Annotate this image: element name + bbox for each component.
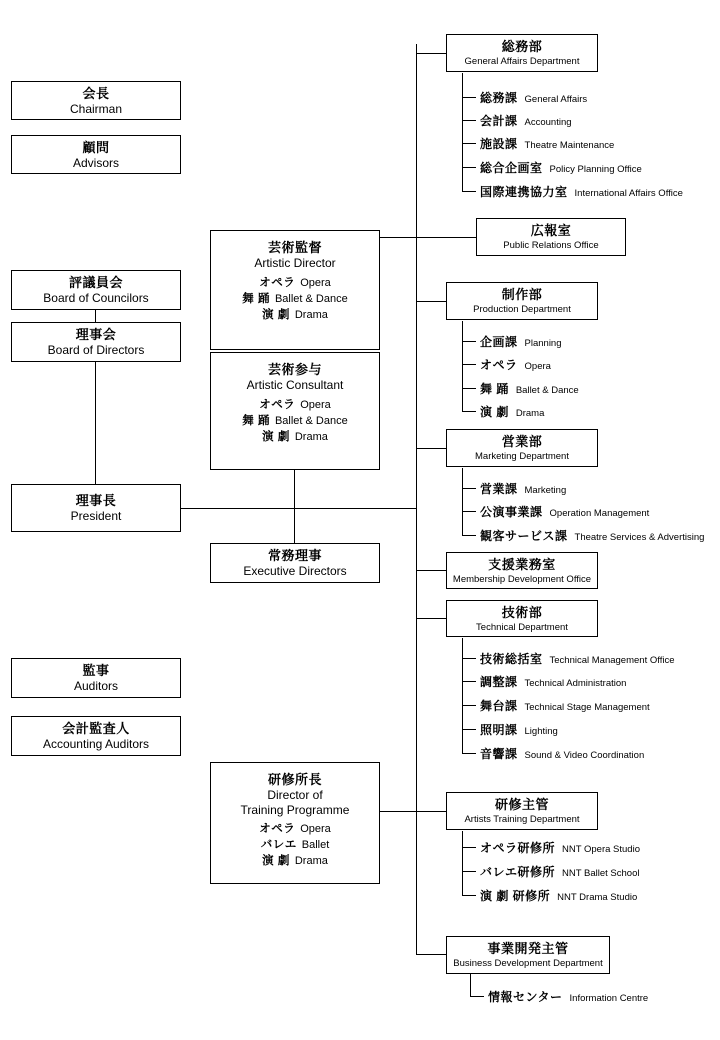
artistic-director-discipline-drama-jp: 演 劇 <box>262 309 290 321</box>
training-discipline-drama <box>262 853 328 869</box>
leaf-operation-management[interactable] <box>478 503 649 520</box>
leaf-policy-planning-office-en: Policy Planning Office <box>549 164 642 175</box>
artistic-consultant-discipline-ballet-jp: 舞 踊 <box>242 415 270 427</box>
child-stub-general-affairs-5 <box>462 191 476 192</box>
box-public-relations-office-en: Public Relations Office <box>503 240 599 251</box>
box-artistic-consultant[interactable] <box>210 352 380 470</box>
box-membership-development-office-en: Membership Development Office <box>452 573 592 585</box>
training-discipline-opera <box>259 821 331 837</box>
box-board-of-directors-jp: 理事会 <box>75 327 117 342</box>
box-artistic-consultant-en: Artistic Consultant <box>246 378 344 392</box>
stub-technical <box>416 618 446 619</box>
child-stub-artists-training-1 <box>462 847 476 848</box>
box-production-department-jp: 制作部 <box>501 287 543 302</box>
box-executive-directors-en: Executive Directors <box>243 564 347 578</box>
box-membership-development-office-jp: 支援業務室 <box>488 556 556 572</box>
child-stub-marketing-1 <box>462 488 476 489</box>
connector-artistic-director-trunk <box>379 237 416 238</box>
box-artistic-director-en: Artistic Director <box>254 256 336 270</box>
leaf-general-affairs[interactable] <box>478 89 587 106</box>
leaf-accounting[interactable] <box>478 112 572 129</box>
box-training-programme-director-en1: Director of <box>267 788 323 802</box>
leaf-drama[interactable] <box>478 403 544 420</box>
box-auditors-en: Auditors <box>73 679 119 693</box>
leaf-opera-jp: オペラ <box>480 358 518 372</box>
box-artists-training-department[interactable] <box>446 792 598 830</box>
leaf-theatre-maintenance[interactable] <box>478 135 614 152</box>
artistic-consultant-discipline-opera-jp: オペラ <box>259 399 296 411</box>
box-president-jp: 理事長 <box>75 493 117 508</box>
box-president-en: President <box>70 509 122 523</box>
child-stub-general-affairs-4 <box>462 167 476 168</box>
stub-membership <box>416 570 446 571</box>
leaf-ballet-dance-jp: 舞 踊 <box>480 382 509 396</box>
leaf-nnt-opera-studio-jp: オペラ研修所 <box>480 841 556 855</box>
leaf-international-affairs-office-en: International Affairs Office <box>574 188 683 199</box>
box-artistic-consultant-jp: 芸術参与 <box>267 362 322 377</box>
box-artists-training-department-jp: 研修主管 <box>494 797 549 812</box>
leaf-theatre-services-advertising-en: Theatre Services & Advertising <box>574 532 705 543</box>
leaf-technical-stage-management[interactable] <box>478 697 650 714</box>
box-auditors[interactable] <box>11 658 181 698</box>
child-stub-production-3 <box>462 388 476 389</box>
child-stub-technical-1 <box>462 658 476 659</box>
box-board-of-directors[interactable] <box>11 322 181 362</box>
box-marketing-department-en: Marketing Department <box>475 451 569 462</box>
artistic-consultant-discipline-drama-jp: 演 劇 <box>262 431 290 443</box>
leaf-technical-administration-en: Technical Administration <box>524 678 627 689</box>
box-technical-department-jp: 技術部 <box>501 604 543 620</box>
artistic-director-discipline-ballet-en: Ballet & Dance <box>274 293 348 305</box>
artistic-consultant-discipline-ballet-en: Ballet & Dance <box>274 415 348 427</box>
leaf-technical-stage-management-en: Technical Stage Management <box>524 702 650 713</box>
child-stub-marketing-2 <box>462 511 476 512</box>
artistic-director-discipline-drama-en: Drama <box>294 309 328 321</box>
box-business-development-department[interactable] <box>446 936 610 974</box>
box-business-development-department-en: Business Development Department <box>453 958 603 969</box>
child-stub-production-4 <box>462 411 476 412</box>
box-artists-training-department-en: Artists Training Department <box>464 814 580 825</box>
leaf-sound-video-coordination[interactable] <box>478 745 644 762</box>
box-executive-directors-jp: 常務理事 <box>267 548 322 563</box>
child-stub-technical-4 <box>462 729 476 730</box>
training-discipline-ballet <box>261 837 330 853</box>
connector-executive-spine <box>294 508 295 543</box>
connector-councilors-directors <box>95 310 96 322</box>
main-trunk <box>416 44 417 954</box>
box-membership-development-office[interactable] <box>446 552 598 589</box>
leaf-theatre-maintenance-en: Theatre Maintenance <box>524 140 615 151</box>
leaf-marketing[interactable] <box>478 480 566 497</box>
artistic-consultant-discipline-opera-en: Opera <box>300 399 331 411</box>
box-general-affairs-department-en: General Affairs Department <box>464 56 580 67</box>
training-discipline-ballet-jp: バレエ <box>260 839 297 851</box>
leaf-sound-video-coordination-jp: 音響課 <box>480 747 518 761</box>
child-stub-general-affairs-1 <box>462 97 476 98</box>
leaf-accounting-jp: 会計課 <box>480 114 518 128</box>
training-discipline-opera-en: Opera <box>300 823 331 835</box>
leaf-operation-management-jp: 公演事業課 <box>480 505 543 519</box>
box-board-of-councilors-jp: 評議員会 <box>68 275 123 290</box>
box-chairman-en: Chairman <box>69 101 123 116</box>
artistic-director-discipline-ballet-jp: 舞 踊 <box>242 293 270 305</box>
artistic-consultant-discipline-drama-en: Drama <box>294 431 328 443</box>
child-stub-production-1 <box>462 341 476 342</box>
box-advisors-en: Advisors <box>72 155 119 170</box>
box-auditors-jp: 監事 <box>82 663 110 678</box>
child-stub-marketing-3 <box>462 535 476 536</box>
leaf-opera-en: Opera <box>524 361 551 372</box>
stub-business-development <box>416 954 446 955</box>
leaf-planning-jp: 企画課 <box>480 335 518 349</box>
box-training-programme-director-en2: Training Programme <box>240 803 350 817</box>
leaf-nnt-drama-studio-jp: 演 劇 研修所 <box>480 889 551 903</box>
box-board-of-councilors-en: Board of Councilors <box>43 291 149 305</box>
leaf-nnt-ballet-school-en: NNT Ballet School <box>562 868 640 879</box>
stub-marketing <box>416 448 446 449</box>
leaf-ballet-dance-en: Ballet & Dance <box>515 385 579 396</box>
leaf-international-affairs-office[interactable] <box>478 183 683 200</box>
box-chairman[interactable] <box>11 81 181 120</box>
artistic-consultant-discipline-drama <box>262 429 328 445</box>
leaf-policy-planning-office[interactable] <box>478 159 642 176</box>
leaf-information-centre-jp: 情報センター <box>488 990 563 1004</box>
child-stub-technical-2 <box>462 681 476 682</box>
artistic-director-discipline-opera <box>259 275 331 291</box>
leaf-lighting[interactable] <box>478 721 558 738</box>
artistic-director-discipline-opera-en: Opera <box>300 277 331 289</box>
leaf-information-centre-en: Information Centre <box>569 993 649 1004</box>
connector-president-spine <box>180 508 416 509</box>
child-spine-marketing <box>462 468 463 535</box>
leaf-information-centre[interactable] <box>486 988 648 1005</box>
leaf-general-affairs-jp: 総務課 <box>480 91 518 105</box>
child-stub-artists-training-3 <box>462 895 476 896</box>
child-stub-production-2 <box>462 364 476 365</box>
leaf-policy-planning-office-jp: 総合企画室 <box>480 161 543 175</box>
artistic-director-discipline-ballet <box>242 291 347 307</box>
box-production-department-en: Production Department <box>473 304 571 315</box>
connector-artistic-spine <box>294 465 295 508</box>
box-board-of-councilors[interactable] <box>11 270 181 310</box>
leaf-accounting-en: Accounting <box>524 117 572 128</box>
box-training-programme-director-jp: 研修所長 <box>267 772 322 787</box>
child-stub-general-affairs-3 <box>462 143 476 144</box>
stub-artists-training <box>416 811 446 812</box>
child-spine-artists-training <box>462 831 463 895</box>
box-advisors-jp: 顧問 <box>82 139 110 155</box>
leaf-technical-administration[interactable] <box>478 673 626 690</box>
box-executive-directors[interactable] <box>210 543 380 583</box>
leaf-planning-en: Planning <box>524 338 562 349</box>
leaf-theatre-maintenance-jp: 施設課 <box>480 137 518 151</box>
leaf-nnt-ballet-school-jp: バレエ研修所 <box>480 865 556 879</box>
box-advisors[interactable] <box>11 135 181 174</box>
box-accounting-auditors-en: Accounting Auditors <box>42 737 150 751</box>
child-spine-production <box>462 321 463 411</box>
artistic-director-discipline-opera-jp: オペラ <box>259 277 296 289</box>
stub-general-affairs <box>416 53 446 54</box>
box-business-development-department-jp: 事業開発主管 <box>487 941 569 956</box>
leaf-technical-management-office-en: Technical Management Office <box>549 655 675 666</box>
leaf-operation-management-en: Operation Management <box>549 508 650 519</box>
child-stub-general-affairs-2 <box>462 120 476 121</box>
leaf-ballet-dance[interactable] <box>478 380 579 397</box>
training-discipline-drama-jp: 演 劇 <box>262 855 290 867</box>
leaf-marketing-jp: 営業課 <box>480 482 518 496</box>
box-technical-department[interactable] <box>446 600 598 637</box>
artistic-director-discipline-drama <box>262 307 328 323</box>
leaf-opera[interactable] <box>478 356 551 373</box>
box-public-relations-office[interactable] <box>476 218 626 256</box>
child-spine-technical <box>462 638 463 753</box>
box-board-of-directors-en: Board of Directors <box>47 343 145 357</box>
leaf-international-affairs-office-jp: 国際連携協力室 <box>480 185 568 199</box>
artistic-consultant-discipline-ballet <box>242 413 347 429</box>
leaf-theatre-services-advertising-jp: 観客サービス課 <box>480 529 568 543</box>
leaf-drama-en: Drama <box>515 408 545 419</box>
training-discipline-ballet-en: Ballet <box>301 839 330 851</box>
leaf-lighting-en: Lighting <box>524 726 558 737</box>
box-artistic-director-jp: 芸術監督 <box>267 240 322 255</box>
leaf-nnt-opera-studio-en: NNT Opera Studio <box>562 844 640 855</box>
box-accounting-auditors[interactable] <box>11 716 181 756</box>
child-spine-general-affairs <box>462 73 463 191</box>
box-marketing-department-jp: 営業部 <box>501 434 543 449</box>
child-spine-business-development <box>470 974 471 996</box>
leaf-technical-management-office[interactable] <box>478 650 675 667</box>
leaf-lighting-jp: 照明課 <box>480 723 518 737</box>
artistic-consultant-discipline-opera <box>259 397 331 413</box>
leaf-technical-administration-jp: 調整課 <box>480 675 518 689</box>
leaf-technical-management-office-jp: 技術総括室 <box>480 652 543 666</box>
box-accounting-auditors-jp: 会計監査人 <box>62 721 130 736</box>
box-marketing-department[interactable] <box>446 429 598 467</box>
leaf-nnt-ballet-school[interactable] <box>478 863 639 880</box>
box-artistic-director[interactable] <box>210 230 380 350</box>
leaf-theatre-services-advertising[interactable] <box>478 527 704 544</box>
stub-production <box>416 301 446 302</box>
box-general-affairs-department[interactable] <box>446 34 598 72</box>
child-stub-technical-5 <box>462 753 476 754</box>
leaf-planning[interactable] <box>478 333 562 350</box>
child-stub-business-development-1 <box>470 996 484 997</box>
child-stub-artists-training-2 <box>462 871 476 872</box>
child-stub-technical-3 <box>462 705 476 706</box>
leaf-nnt-drama-studio[interactable] <box>478 887 637 904</box>
connector-directors-president <box>95 362 96 484</box>
box-chairman-jp: 会長 <box>82 85 110 101</box>
stub-public-relations <box>416 237 476 238</box>
box-production-department[interactable] <box>446 282 598 320</box>
box-technical-department-en: Technical Department <box>476 621 568 633</box>
leaf-marketing-en: Marketing <box>524 485 567 496</box>
leaf-technical-stage-management-jp: 舞台課 <box>480 699 518 713</box>
leaf-nnt-opera-studio[interactable] <box>478 839 640 856</box>
leaf-drama-jp: 演 劇 <box>480 405 509 419</box>
box-president[interactable] <box>11 484 181 532</box>
training-discipline-opera-jp: オペラ <box>259 823 296 835</box>
training-discipline-drama-en: Drama <box>294 855 328 867</box>
leaf-general-affairs-en: General Affairs <box>524 94 588 105</box>
box-public-relations-office-jp: 広報室 <box>530 223 572 238</box>
leaf-sound-video-coordination-en: Sound & Video Coordination <box>524 750 645 761</box>
box-general-affairs-department-jp: 総務部 <box>501 39 543 54</box>
leaf-nnt-drama-studio-en: NNT Drama Studio <box>557 892 638 903</box>
box-training-programme-director[interactable] <box>210 762 380 884</box>
